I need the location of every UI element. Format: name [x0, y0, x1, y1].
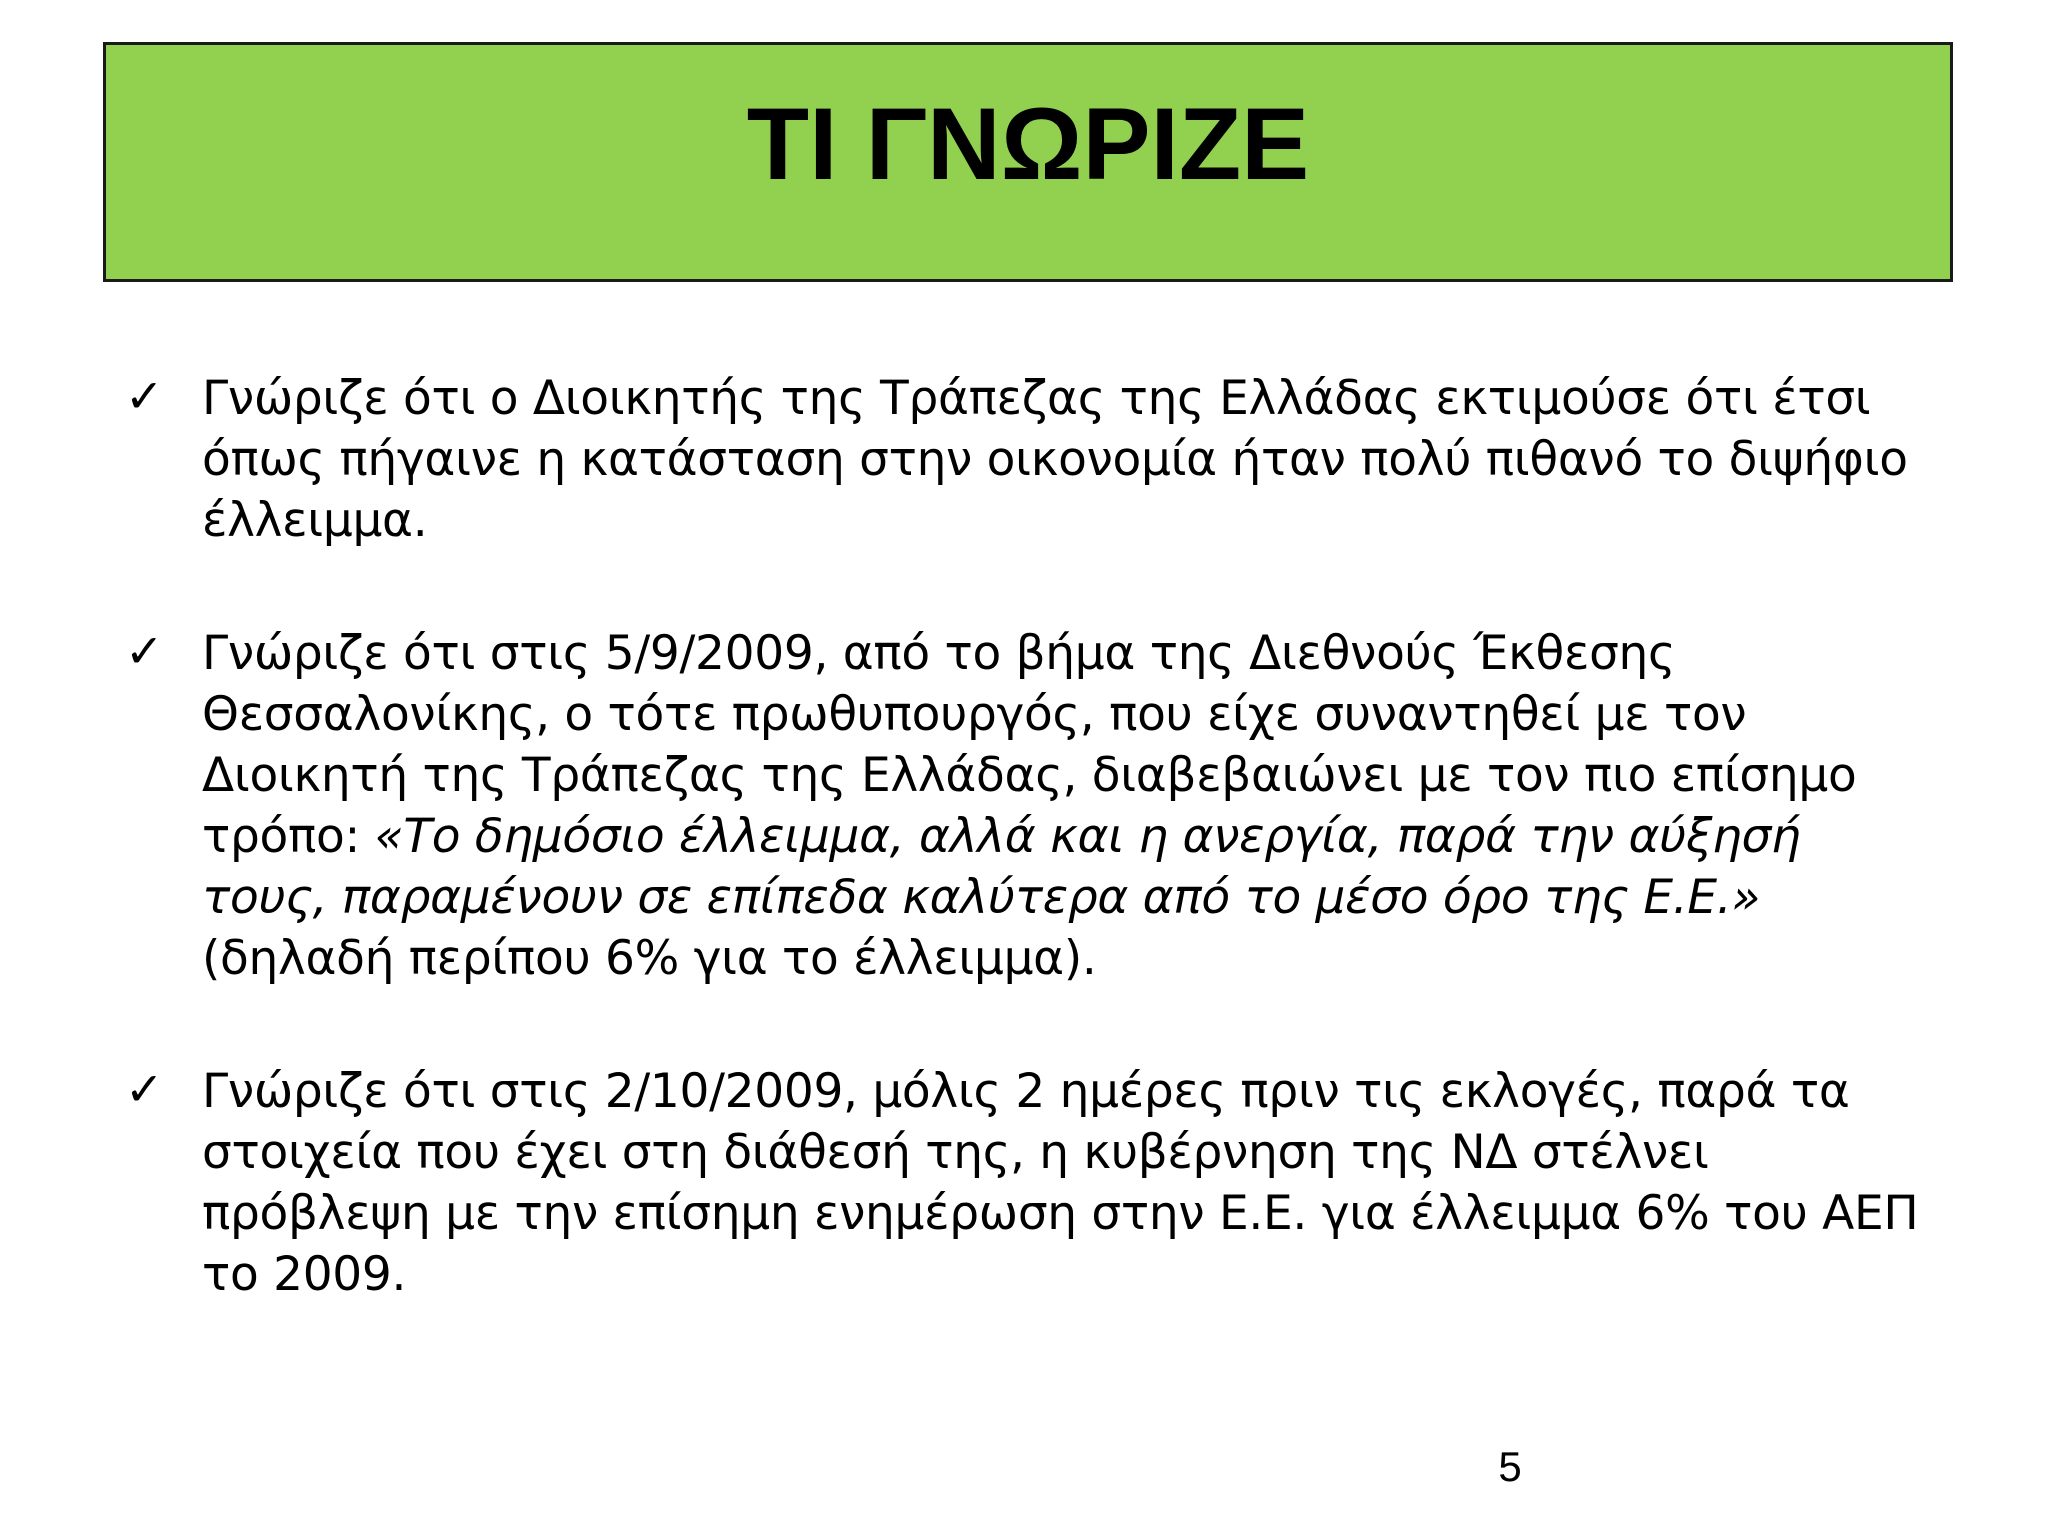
slide-title: ΤΙ ΓΝΩΡΙΖΕ — [746, 87, 1310, 201]
bullet-text-1: Γνώριζε ότι ο Διοικητής της Τράπεζας της Ελλάδας εκτιμούσε ότι έτσι όπως πήγαινε η κατάσταση στην οικονομία ήταν πολύ πιθανό το διψήφιο έλλειμμα. — [202, 371, 1908, 548]
bullet-text-3: Γνώριζε ότι στις 2/10/2009, μόλις 2 ημέρες πριν τις εκλογές, παρά τα στοιχεία που έχει στη διάθεσή της, η κυβέρνηση της ΝΔ στέλνει πρόβλεψη με την επίσημη ενημέρωση στην Ε.Ε. για έλλειμμα 6% του ΑΕΠ το 2009. — [202, 1064, 1919, 1302]
page-number: 5 — [1498, 1443, 1522, 1490]
title-box — [103, 42, 1953, 282]
check-icon: ✓ — [125, 1062, 164, 1116]
bullet-item-1 — [125, 368, 1925, 551]
bullet-text-2-before: Γνώριζε ότι στις 5/9/2009, από το βήμα της Διεθνούς Έκθεσης Θεσσαλονίκης, ο τότε πρωθυπουργός, που είχε συναντηθεί με τον Διοικητή της Τράπεζας της Ελλάδας, διαβεβαιώνει με τον πιο επίσημο τρόπο: — [202, 626, 1857, 864]
check-icon: ✓ — [125, 369, 164, 423]
bullet-item-3 — [125, 1061, 1925, 1305]
bullet-item-2 — [125, 623, 1925, 989]
bullet-text-2-after: (δηλαδή περίπου 6% για το έλλειμμα). — [202, 931, 1097, 986]
check-icon: ✓ — [125, 624, 164, 678]
bullet-quote-2: «Το δημόσιο έλλειμμα, αλλά και η ανεργία, παρά την αύξησή τους, παραμένουν σε επίπεδα καλύτερα από το μέσο όρο της Ε.Ε.» — [202, 809, 1801, 925]
bullet-list — [125, 368, 1925, 1377]
